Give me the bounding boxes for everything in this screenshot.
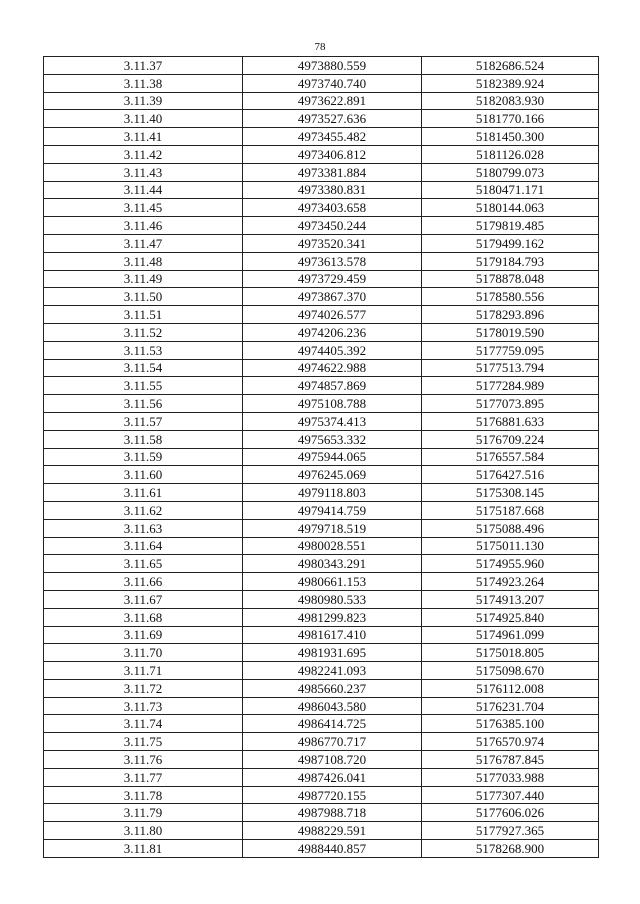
table-row xyxy=(44,786,599,804)
y-coordinate-cell: 5182083.930 xyxy=(422,92,599,110)
x-coordinate-cell: 4979118.803 xyxy=(243,484,422,502)
point-id-cell: 3.11.57 xyxy=(44,412,243,430)
y-coordinate-cell: 5176385.100 xyxy=(422,715,599,733)
x-coordinate-cell: 4981931.695 xyxy=(243,644,422,662)
table-row xyxy=(44,555,599,573)
table-row xyxy=(44,733,599,751)
point-id-cell: 3.11.40 xyxy=(44,110,243,128)
table-row xyxy=(44,840,599,858)
y-coordinate-cell: 5179184.793 xyxy=(422,252,599,270)
point-id-cell: 3.11.58 xyxy=(44,430,243,448)
y-coordinate-cell: 5180144.063 xyxy=(422,199,599,217)
point-id-cell: 3.11.41 xyxy=(44,128,243,146)
table-row xyxy=(44,697,599,715)
y-coordinate-cell: 5175011.130 xyxy=(422,537,599,555)
x-coordinate-cell: 4980028.551 xyxy=(243,537,422,555)
y-coordinate-cell: 5177513.794 xyxy=(422,359,599,377)
point-id-cell: 3.11.48 xyxy=(44,252,243,270)
x-coordinate-cell: 4986414.725 xyxy=(243,715,422,733)
table-row xyxy=(44,626,599,644)
point-id-cell: 3.11.71 xyxy=(44,662,243,680)
table-row xyxy=(44,768,599,786)
x-coordinate-cell: 4975108.788 xyxy=(243,395,422,413)
x-coordinate-cell: 4987720.155 xyxy=(243,786,422,804)
table-row xyxy=(44,128,599,146)
y-coordinate-cell: 5175018.805 xyxy=(422,644,599,662)
x-coordinate-cell: 4981299.823 xyxy=(243,608,422,626)
x-coordinate-cell: 4988229.591 xyxy=(243,822,422,840)
table-row xyxy=(44,341,599,359)
x-coordinate-cell: 4981617.410 xyxy=(243,626,422,644)
table-row xyxy=(44,412,599,430)
y-coordinate-cell: 5178293.896 xyxy=(422,306,599,324)
y-coordinate-cell: 5180799.073 xyxy=(422,163,599,181)
y-coordinate-cell: 5175088.496 xyxy=(422,519,599,537)
point-id-cell: 3.11.55 xyxy=(44,377,243,395)
table-row xyxy=(44,537,599,555)
table-row xyxy=(44,608,599,626)
table-row xyxy=(44,74,599,92)
y-coordinate-cell: 5176112.008 xyxy=(422,679,599,697)
x-coordinate-cell: 4974857.869 xyxy=(243,377,422,395)
point-id-cell: 3.11.45 xyxy=(44,199,243,217)
y-coordinate-cell: 5182686.524 xyxy=(422,57,599,75)
point-id-cell: 3.11.80 xyxy=(44,822,243,840)
point-id-cell: 3.11.46 xyxy=(44,217,243,235)
table-row xyxy=(44,92,599,110)
point-id-cell: 3.11.68 xyxy=(44,608,243,626)
table-row xyxy=(44,751,599,769)
table-row xyxy=(44,448,599,466)
table-row xyxy=(44,804,599,822)
table-row xyxy=(44,679,599,697)
y-coordinate-cell: 5179499.162 xyxy=(422,234,599,252)
x-coordinate-cell: 4973622.891 xyxy=(243,92,422,110)
point-id-cell: 3.11.49 xyxy=(44,270,243,288)
x-coordinate-cell: 4973527.636 xyxy=(243,110,422,128)
x-coordinate-cell: 4973455.482 xyxy=(243,128,422,146)
point-id-cell: 3.11.69 xyxy=(44,626,243,644)
point-id-cell: 3.11.66 xyxy=(44,573,243,591)
point-id-cell: 3.11.54 xyxy=(44,359,243,377)
point-id-cell: 3.11.44 xyxy=(44,181,243,199)
page-number: 78 xyxy=(314,41,326,53)
table-row xyxy=(44,359,599,377)
y-coordinate-cell: 5182389.924 xyxy=(422,74,599,92)
y-coordinate-cell: 5179819.485 xyxy=(422,217,599,235)
y-coordinate-cell: 5181450.300 xyxy=(422,128,599,146)
point-id-cell: 3.11.60 xyxy=(44,466,243,484)
point-id-cell: 3.11.74 xyxy=(44,715,243,733)
x-coordinate-cell: 4974026.577 xyxy=(243,306,422,324)
point-id-cell: 3.11.52 xyxy=(44,323,243,341)
x-coordinate-cell: 4987988.718 xyxy=(243,804,422,822)
table-row xyxy=(44,323,599,341)
x-coordinate-cell: 4985660.237 xyxy=(243,679,422,697)
table-row xyxy=(44,519,599,537)
y-coordinate-cell: 5175098.670 xyxy=(422,662,599,680)
y-coordinate-cell: 5181126.028 xyxy=(422,145,599,163)
point-id-cell: 3.11.59 xyxy=(44,448,243,466)
point-id-cell: 3.11.79 xyxy=(44,804,243,822)
y-coordinate-cell: 5176570.974 xyxy=(422,733,599,751)
x-coordinate-cell: 4973740.740 xyxy=(243,74,422,92)
table-row xyxy=(44,466,599,484)
x-coordinate-cell: 4974206.236 xyxy=(243,323,422,341)
table-row xyxy=(44,501,599,519)
table-row xyxy=(44,252,599,270)
table-row xyxy=(44,430,599,448)
y-coordinate-cell: 5174923.264 xyxy=(422,573,599,591)
point-id-cell: 3.11.75 xyxy=(44,733,243,751)
x-coordinate-cell: 4980980.533 xyxy=(243,590,422,608)
y-coordinate-cell: 5174961.099 xyxy=(422,626,599,644)
y-coordinate-cell: 5177927.365 xyxy=(422,822,599,840)
point-id-cell: 3.11.53 xyxy=(44,341,243,359)
y-coordinate-cell: 5174925.840 xyxy=(422,608,599,626)
table-row xyxy=(44,484,599,502)
x-coordinate-cell: 4976245.069 xyxy=(243,466,422,484)
y-coordinate-cell: 5178268.900 xyxy=(422,840,599,858)
point-id-cell: 3.11.42 xyxy=(44,145,243,163)
point-id-cell: 3.11.77 xyxy=(44,768,243,786)
point-id-cell: 3.11.78 xyxy=(44,786,243,804)
y-coordinate-cell: 5177073.895 xyxy=(422,395,599,413)
point-id-cell: 3.11.51 xyxy=(44,306,243,324)
table-row xyxy=(44,715,599,733)
table-row xyxy=(44,163,599,181)
point-id-cell: 3.11.39 xyxy=(44,92,243,110)
table-row xyxy=(44,662,599,680)
x-coordinate-cell: 4980343.291 xyxy=(243,555,422,573)
table-row xyxy=(44,145,599,163)
point-id-cell: 3.11.38 xyxy=(44,74,243,92)
y-coordinate-cell: 5180471.171 xyxy=(422,181,599,199)
x-coordinate-cell: 4975653.332 xyxy=(243,430,422,448)
point-id-cell: 3.11.63 xyxy=(44,519,243,537)
point-id-cell: 3.11.56 xyxy=(44,395,243,413)
x-coordinate-cell: 4973867.370 xyxy=(243,288,422,306)
y-coordinate-cell: 5174955.960 xyxy=(422,555,599,573)
y-coordinate-cell: 5181770.166 xyxy=(422,110,599,128)
x-coordinate-cell: 4973403.658 xyxy=(243,199,422,217)
x-coordinate-cell: 4973450.244 xyxy=(243,217,422,235)
y-coordinate-cell: 5175308.145 xyxy=(422,484,599,502)
point-id-cell: 3.11.47 xyxy=(44,234,243,252)
x-coordinate-cell: 4982241.093 xyxy=(243,662,422,680)
point-id-cell: 3.11.65 xyxy=(44,555,243,573)
y-coordinate-cell: 5177033.988 xyxy=(422,768,599,786)
point-id-cell: 3.11.50 xyxy=(44,288,243,306)
y-coordinate-cell: 5177284.989 xyxy=(422,377,599,395)
x-coordinate-cell: 4979414.759 xyxy=(243,501,422,519)
x-coordinate-cell: 4974622.988 xyxy=(243,359,422,377)
y-coordinate-cell: 5176881.633 xyxy=(422,412,599,430)
y-coordinate-cell: 5176557.584 xyxy=(422,448,599,466)
x-coordinate-cell: 4988440.857 xyxy=(243,840,422,858)
x-coordinate-cell: 4986770.717 xyxy=(243,733,422,751)
table-row xyxy=(44,270,599,288)
table-row xyxy=(44,590,599,608)
y-coordinate-cell: 5177307.440 xyxy=(422,786,599,804)
point-id-cell: 3.11.62 xyxy=(44,501,243,519)
point-id-cell: 3.11.37 xyxy=(44,57,243,75)
y-coordinate-cell: 5178019.590 xyxy=(422,323,599,341)
x-coordinate-cell: 4973729.459 xyxy=(243,270,422,288)
coordinates-table-body xyxy=(44,57,599,858)
table-row xyxy=(44,573,599,591)
table-row xyxy=(44,377,599,395)
x-coordinate-cell: 4987426.041 xyxy=(243,768,422,786)
table-row xyxy=(44,822,599,840)
x-coordinate-cell: 4986043.580 xyxy=(243,697,422,715)
x-coordinate-cell: 4973406.812 xyxy=(243,145,422,163)
y-coordinate-cell: 5178878.048 xyxy=(422,270,599,288)
x-coordinate-cell: 4980661.153 xyxy=(243,573,422,591)
point-id-cell: 3.11.70 xyxy=(44,644,243,662)
y-coordinate-cell: 5178580.556 xyxy=(422,288,599,306)
point-id-cell: 3.11.64 xyxy=(44,537,243,555)
y-coordinate-cell: 5174913.207 xyxy=(422,590,599,608)
x-coordinate-cell: 4975944.065 xyxy=(243,448,422,466)
coordinates-table xyxy=(43,56,599,858)
point-id-cell: 3.11.81 xyxy=(44,840,243,858)
y-coordinate-cell: 5175187.668 xyxy=(422,501,599,519)
table-row xyxy=(44,199,599,217)
y-coordinate-cell: 5177606.026 xyxy=(422,804,599,822)
y-coordinate-cell: 5176231.704 xyxy=(422,697,599,715)
table-row xyxy=(44,234,599,252)
point-id-cell: 3.11.43 xyxy=(44,163,243,181)
x-coordinate-cell: 4973381.884 xyxy=(243,163,422,181)
table-row xyxy=(44,57,599,75)
x-coordinate-cell: 4973880.559 xyxy=(243,57,422,75)
x-coordinate-cell: 4973380.831 xyxy=(243,181,422,199)
x-coordinate-cell: 4974405.392 xyxy=(243,341,422,359)
point-id-cell: 3.11.67 xyxy=(44,590,243,608)
table-row xyxy=(44,181,599,199)
table-row xyxy=(44,395,599,413)
point-id-cell: 3.11.73 xyxy=(44,697,243,715)
x-coordinate-cell: 4973520.341 xyxy=(243,234,422,252)
y-coordinate-cell: 5176709.224 xyxy=(422,430,599,448)
x-coordinate-cell: 4973613.578 xyxy=(243,252,422,270)
table-row xyxy=(44,217,599,235)
y-coordinate-cell: 5176787.845 xyxy=(422,751,599,769)
point-id-cell: 3.11.76 xyxy=(44,751,243,769)
x-coordinate-cell: 4987108.720 xyxy=(243,751,422,769)
table-row xyxy=(44,306,599,324)
x-coordinate-cell: 4975374.413 xyxy=(243,412,422,430)
y-coordinate-cell: 5176427.516 xyxy=(422,466,599,484)
table-row xyxy=(44,110,599,128)
x-coordinate-cell: 4979718.519 xyxy=(243,519,422,537)
point-id-cell: 3.11.61 xyxy=(44,484,243,502)
table-row xyxy=(44,644,599,662)
table-row xyxy=(44,288,599,306)
point-id-cell: 3.11.72 xyxy=(44,679,243,697)
y-coordinate-cell: 5177759.095 xyxy=(422,341,599,359)
